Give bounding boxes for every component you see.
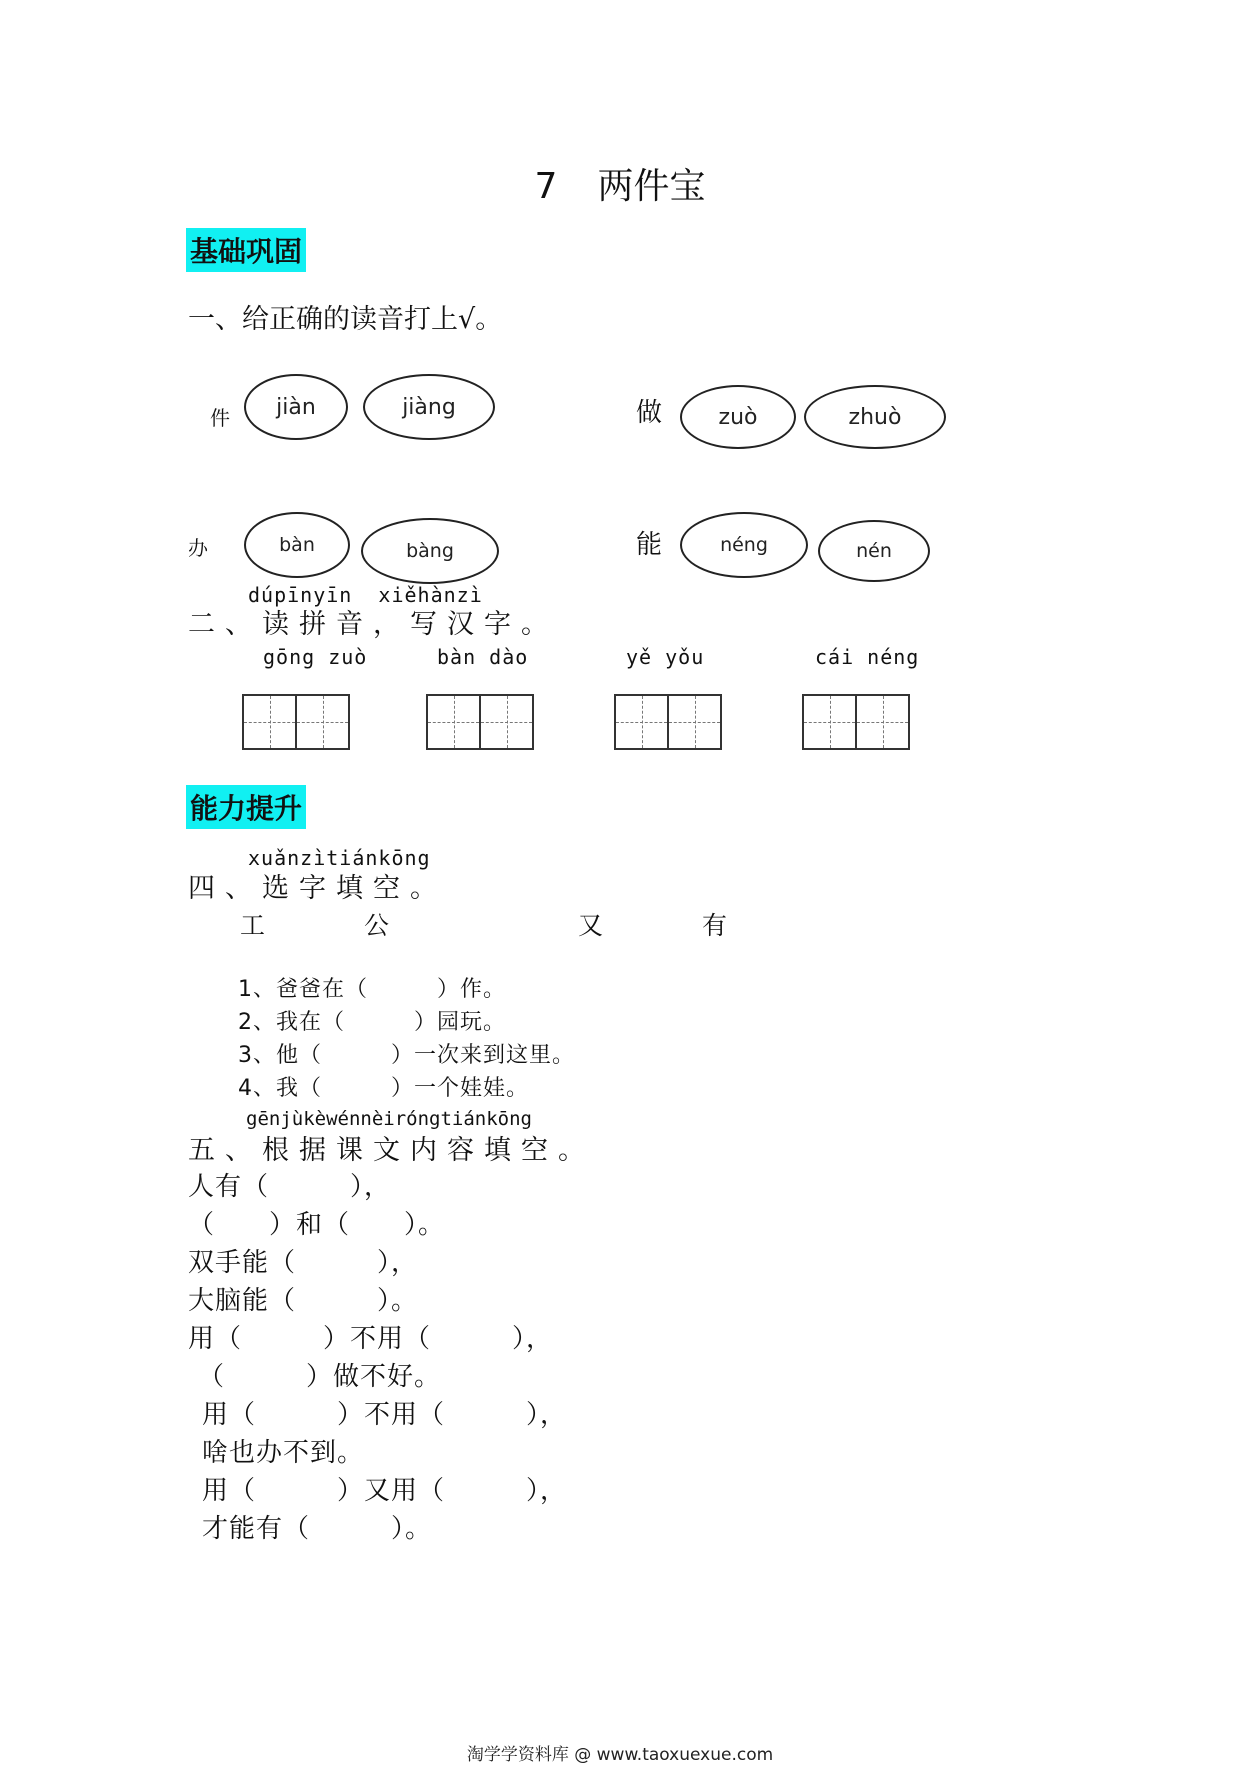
q2-word-3: yě yǒu: [626, 645, 705, 669]
question-2-label: 二、读拼音，写汉字。: [188, 609, 558, 640]
q1-option-zuo[interactable]: zuò: [680, 385, 796, 449]
q5-line-8: 啥也办不到。: [202, 1438, 365, 1468]
q2-word-4: cái néng: [815, 645, 920, 669]
q2-writing-grid-3[interactable]: [614, 694, 722, 750]
q1-option-ban[interactable]: bàn: [244, 512, 350, 578]
question-4-pinyin: xuǎnzìtiánkōng: [248, 846, 431, 870]
q5-line-5: 用（ ）不用（ ），: [188, 1324, 554, 1354]
q1-option-jian[interactable]: jiàn: [244, 374, 348, 440]
q5-line-1: 人有（ ），: [188, 1172, 392, 1202]
section-badge-advanced: 能力提升: [186, 785, 306, 829]
q4-sentence-1: 1、爸爸在（ ）作。: [238, 977, 506, 1002]
q4-sentence-4: 4、我（ ）一个娃娃。: [238, 1076, 529, 1101]
q1-option-nen[interactable]: nén: [818, 520, 930, 582]
question-1-label: 一、给正确的读音打上√。: [188, 304, 503, 335]
q2-word-1: gōng zuò: [263, 645, 368, 669]
question-4-label: 四、选字填空。: [188, 873, 447, 904]
q2-word-2: bàn dào: [437, 645, 529, 669]
q1-char-jian: 件: [210, 406, 230, 430]
q2-writing-grid-2[interactable]: [426, 694, 534, 750]
footer-watermark: 淘学学资料库 @ www.taoxuexue.com: [466, 1745, 774, 1765]
q4-sentence-2: 2、我在（ ）园玩。: [238, 1010, 506, 1035]
q2-writing-grid-4[interactable]: [802, 694, 910, 750]
q1-char-ban: 办: [188, 536, 208, 560]
q5-line-2: （ ）和（ ）。: [188, 1210, 446, 1240]
q4-option-gong2: 公: [364, 911, 390, 940]
q5-line-7: 用（ ）不用（ ），: [202, 1400, 568, 1430]
q5-line-9: 用（ ）又用（ ），: [202, 1476, 568, 1506]
page-title: [0, 158, 1240, 209]
q4-option-you2: 有: [702, 911, 728, 940]
q5-line-3: 双手能（ ），: [188, 1248, 419, 1278]
q4-sentence-3: 3、他（ ）一次来到这里。: [238, 1043, 575, 1068]
lesson-number: 7: [534, 166, 558, 207]
question-5-label: 五、根据课文内容填空。: [188, 1135, 595, 1166]
q1-option-neng[interactable]: néng: [680, 512, 808, 578]
q1-option-zhuo[interactable]: zhuò: [804, 385, 946, 449]
q1-char-zuo: 做: [636, 398, 663, 428]
lesson-title: 两件宝: [597, 166, 706, 207]
q5-line-4: 大脑能（ ）。: [188, 1286, 419, 1316]
q1-option-bang[interactable]: bàng: [361, 518, 499, 584]
q1-char-neng: 能: [636, 530, 663, 560]
q5-line-6: （ ）做不好。: [198, 1362, 442, 1392]
q4-option-gong1: 工: [240, 911, 266, 940]
question-5-pinyin: gēnjùkèwénnèiróngtiánkōng: [246, 1108, 532, 1130]
q4-option-you1: 又: [578, 911, 604, 940]
section-badge-basic: 基础巩固: [186, 228, 306, 272]
q2-writing-grid-1[interactable]: [242, 694, 350, 750]
question-2-pinyin: dúpīnyīn xiěhànzì: [248, 583, 483, 607]
q5-line-10: 才能有（ ）。: [202, 1514, 433, 1544]
q1-option-jiang[interactable]: jiàng: [363, 374, 495, 440]
